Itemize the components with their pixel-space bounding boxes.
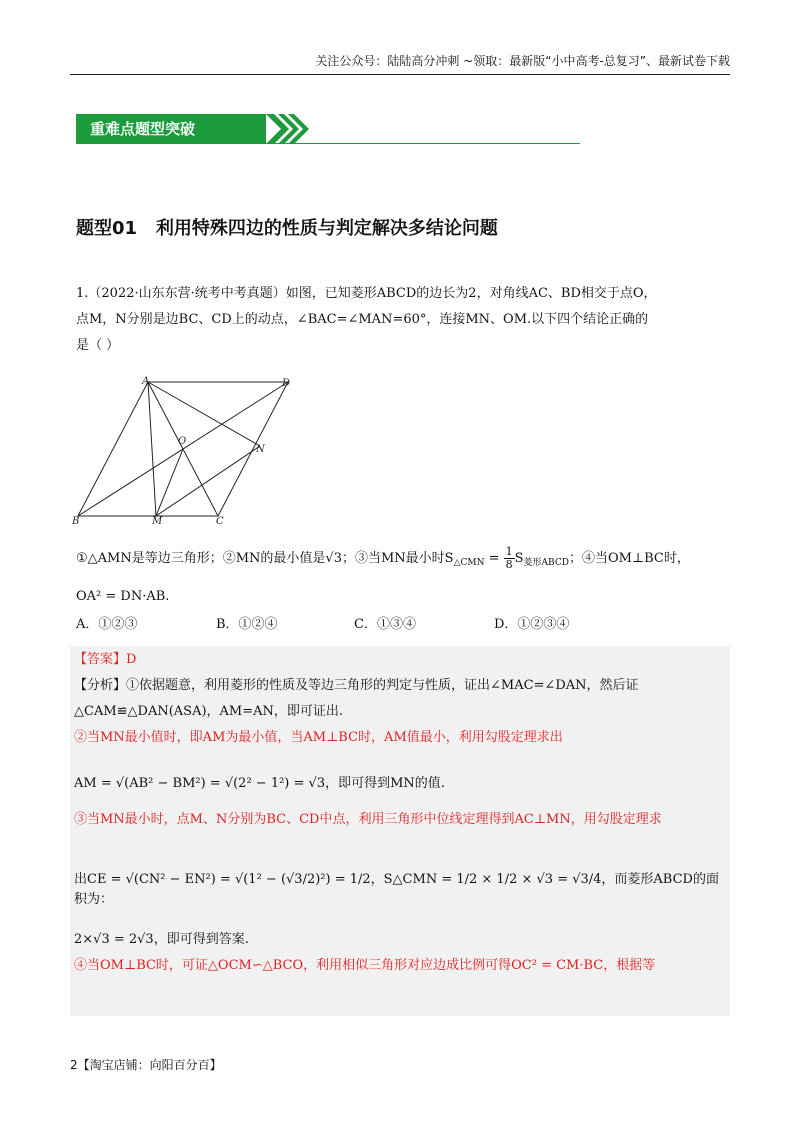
analysis-line-5: ③当MN最小时，点M、N分别为BC、CD中点，利用三角形中位线定理得到AC⊥MN，用勾股定理求 xyxy=(74,812,662,827)
page-header xyxy=(70,54,730,75)
question-line-2: 点M，N分别是边BC、CD上的动点，∠BAC=∠MAN=60°，连接MN、OM.以下四个结论正确的 xyxy=(76,312,649,327)
conclusion-eq: = xyxy=(484,551,504,566)
banner-stripes-icon xyxy=(266,114,312,144)
conclusion-sub-b: 菱形ABCD xyxy=(523,558,569,568)
page-footer: 2【淘宝店铺：向阳百分百】 xyxy=(70,1058,222,1072)
conclusions-line-1 xyxy=(76,546,736,573)
option-c: C．①③④ xyxy=(354,617,416,632)
conclusion-text-a: ①△AMN是等边三角形；②MN的最小值是√3；③当MN最小时S xyxy=(76,551,454,566)
section-banner xyxy=(76,114,580,146)
analysis-line-3: ②当MN最小值时，即AM为最小值，当AM⊥BC时，AM值最小，利用勾股定理求出 xyxy=(74,730,563,745)
banner-label: 重难点题型突破 xyxy=(76,114,266,144)
label-C: C xyxy=(216,516,224,524)
analysis-line-8: ④当OM⊥BC时，可证△OCM∽△BCO，利用相似三角形对应边成比例可得OC² = CM·BC，根据等 xyxy=(74,958,656,973)
answer-tag: 【答案】D xyxy=(74,652,137,667)
analysis-line-7: 2×√3 = 2√3，即可得到答案. xyxy=(74,932,249,947)
frac-numerator: 1 xyxy=(505,545,513,558)
question-line-1: 1.（2022·山东东营·统考中考真题）如图，已知菱形ABCD的边长为2，对角线AC、BD相交于点O， xyxy=(76,286,657,301)
question-text xyxy=(76,284,736,356)
conclusions-line-2: OA² = DN·AB. xyxy=(76,589,170,604)
label-D: D xyxy=(282,378,291,389)
label-B: B xyxy=(72,516,80,524)
conclusions xyxy=(76,546,736,635)
answer-box xyxy=(70,646,730,1016)
analysis-line-6: 出CE = √(CN² − EN²) = √(1² − (√3/2)²) = 1/2，S△CMN = 1/2 × 1/2 × √3 = √3/4，而菱形ABCD的面积为： xyxy=(74,872,719,907)
analysis-line-2: △CAM≌△DAN(ASA)，AM=AN，即可证出. xyxy=(74,704,344,719)
analysis-line-4: AM = √(AB² − BM²) = √(2² − 1²) = √3，即可得到MN的值. xyxy=(74,776,445,791)
conclusion-end: ；④当OM⊥BC时， xyxy=(568,551,690,566)
question-line-3: 是（ ） xyxy=(76,338,120,353)
section-title: 题型01 利用特殊四边的性质与判定解决多结论问题 xyxy=(76,218,498,239)
label-A: A xyxy=(142,376,150,387)
rhombus-figure xyxy=(70,374,310,524)
option-d: D．①②③④ xyxy=(494,617,570,632)
analysis-line-1: 【分析】①依据题意，利用菱形的性质及等边三角形的判定与性质，证出∠MAC=∠DAN，然后证 xyxy=(74,678,639,693)
option-b: B．①②④ xyxy=(216,617,278,632)
header-text: 关注公众号：陆陆高分冲刺 ~领取：最新版“小中高考-总复习”、最新试卷下载 xyxy=(315,54,730,68)
fraction-one-eighth xyxy=(504,546,515,571)
label-M: M xyxy=(152,516,163,524)
options-row xyxy=(76,615,736,635)
banner-underline xyxy=(266,143,580,144)
label-O: O xyxy=(178,436,187,447)
conclusion-sub-a: △CMN xyxy=(453,558,485,568)
label-N: N xyxy=(256,444,265,455)
frac-denominator: 8 xyxy=(505,558,513,571)
conclusion-s: S xyxy=(514,551,524,566)
option-a: A．①②③ xyxy=(76,617,138,632)
